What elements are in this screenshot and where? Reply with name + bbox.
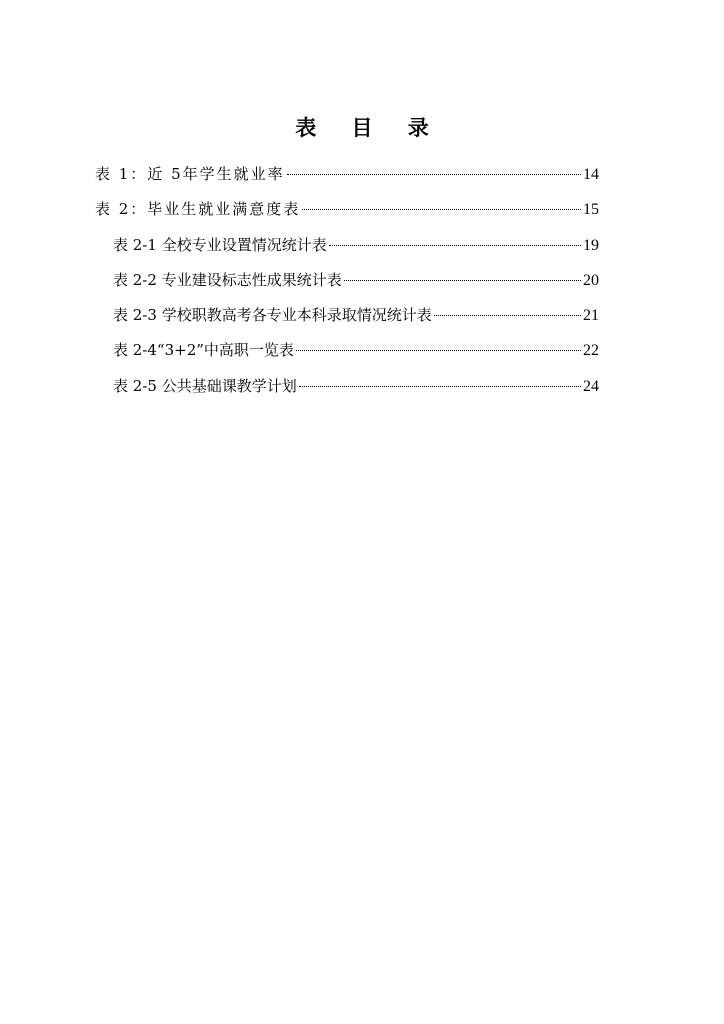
toc-entry[interactable] [95, 376, 599, 411]
dot-leader [287, 174, 581, 175]
page-title: 表 目 录 [295, 116, 443, 140]
toc-entry-page-number: 22 [583, 342, 599, 360]
toc-entry[interactable] [95, 270, 599, 305]
toc-entry-page-number: 15 [583, 201, 599, 219]
toc-entry-page-number: 24 [583, 377, 599, 395]
toc-entry-label: 表 1：近 5年学生就业率 [95, 165, 285, 183]
dot-leader [344, 280, 581, 281]
toc-entry[interactable] [95, 199, 599, 234]
toc-entry-page-number: 20 [583, 271, 599, 289]
dot-leader [329, 245, 581, 246]
toc-entry-label: 表 2-4“3+2”中高职一览表 [113, 341, 294, 360]
toc-entry[interactable] [95, 164, 599, 199]
toc-entry-label: 表 2-5 公共基础课教学计划 [113, 376, 297, 395]
dot-leader [299, 386, 581, 387]
toc-entry[interactable] [95, 305, 599, 340]
dot-leader [302, 209, 581, 210]
toc-entry[interactable] [95, 235, 599, 270]
toc-entry-label: 表 2：毕业生就业满意度表 [95, 200, 301, 219]
toc-entry-label: 表 2-1 全校专业设置情况统计表 [113, 235, 327, 254]
toc-entry-page-number: 21 [583, 307, 599, 325]
toc-entry-label: 表 2-3 学校职教高考各专业本科录取情况统计表 [113, 306, 432, 325]
toc-entry[interactable] [95, 340, 599, 375]
toc-entry-label: 表 2-2 专业建设标志性成果统计表 [113, 270, 342, 289]
table-of-contents-list [95, 164, 599, 411]
dot-leader [296, 350, 581, 351]
dot-leader [434, 315, 581, 316]
toc-entry-page-number: 14 [583, 166, 599, 183]
toc-entry-page-number: 19 [583, 236, 599, 254]
